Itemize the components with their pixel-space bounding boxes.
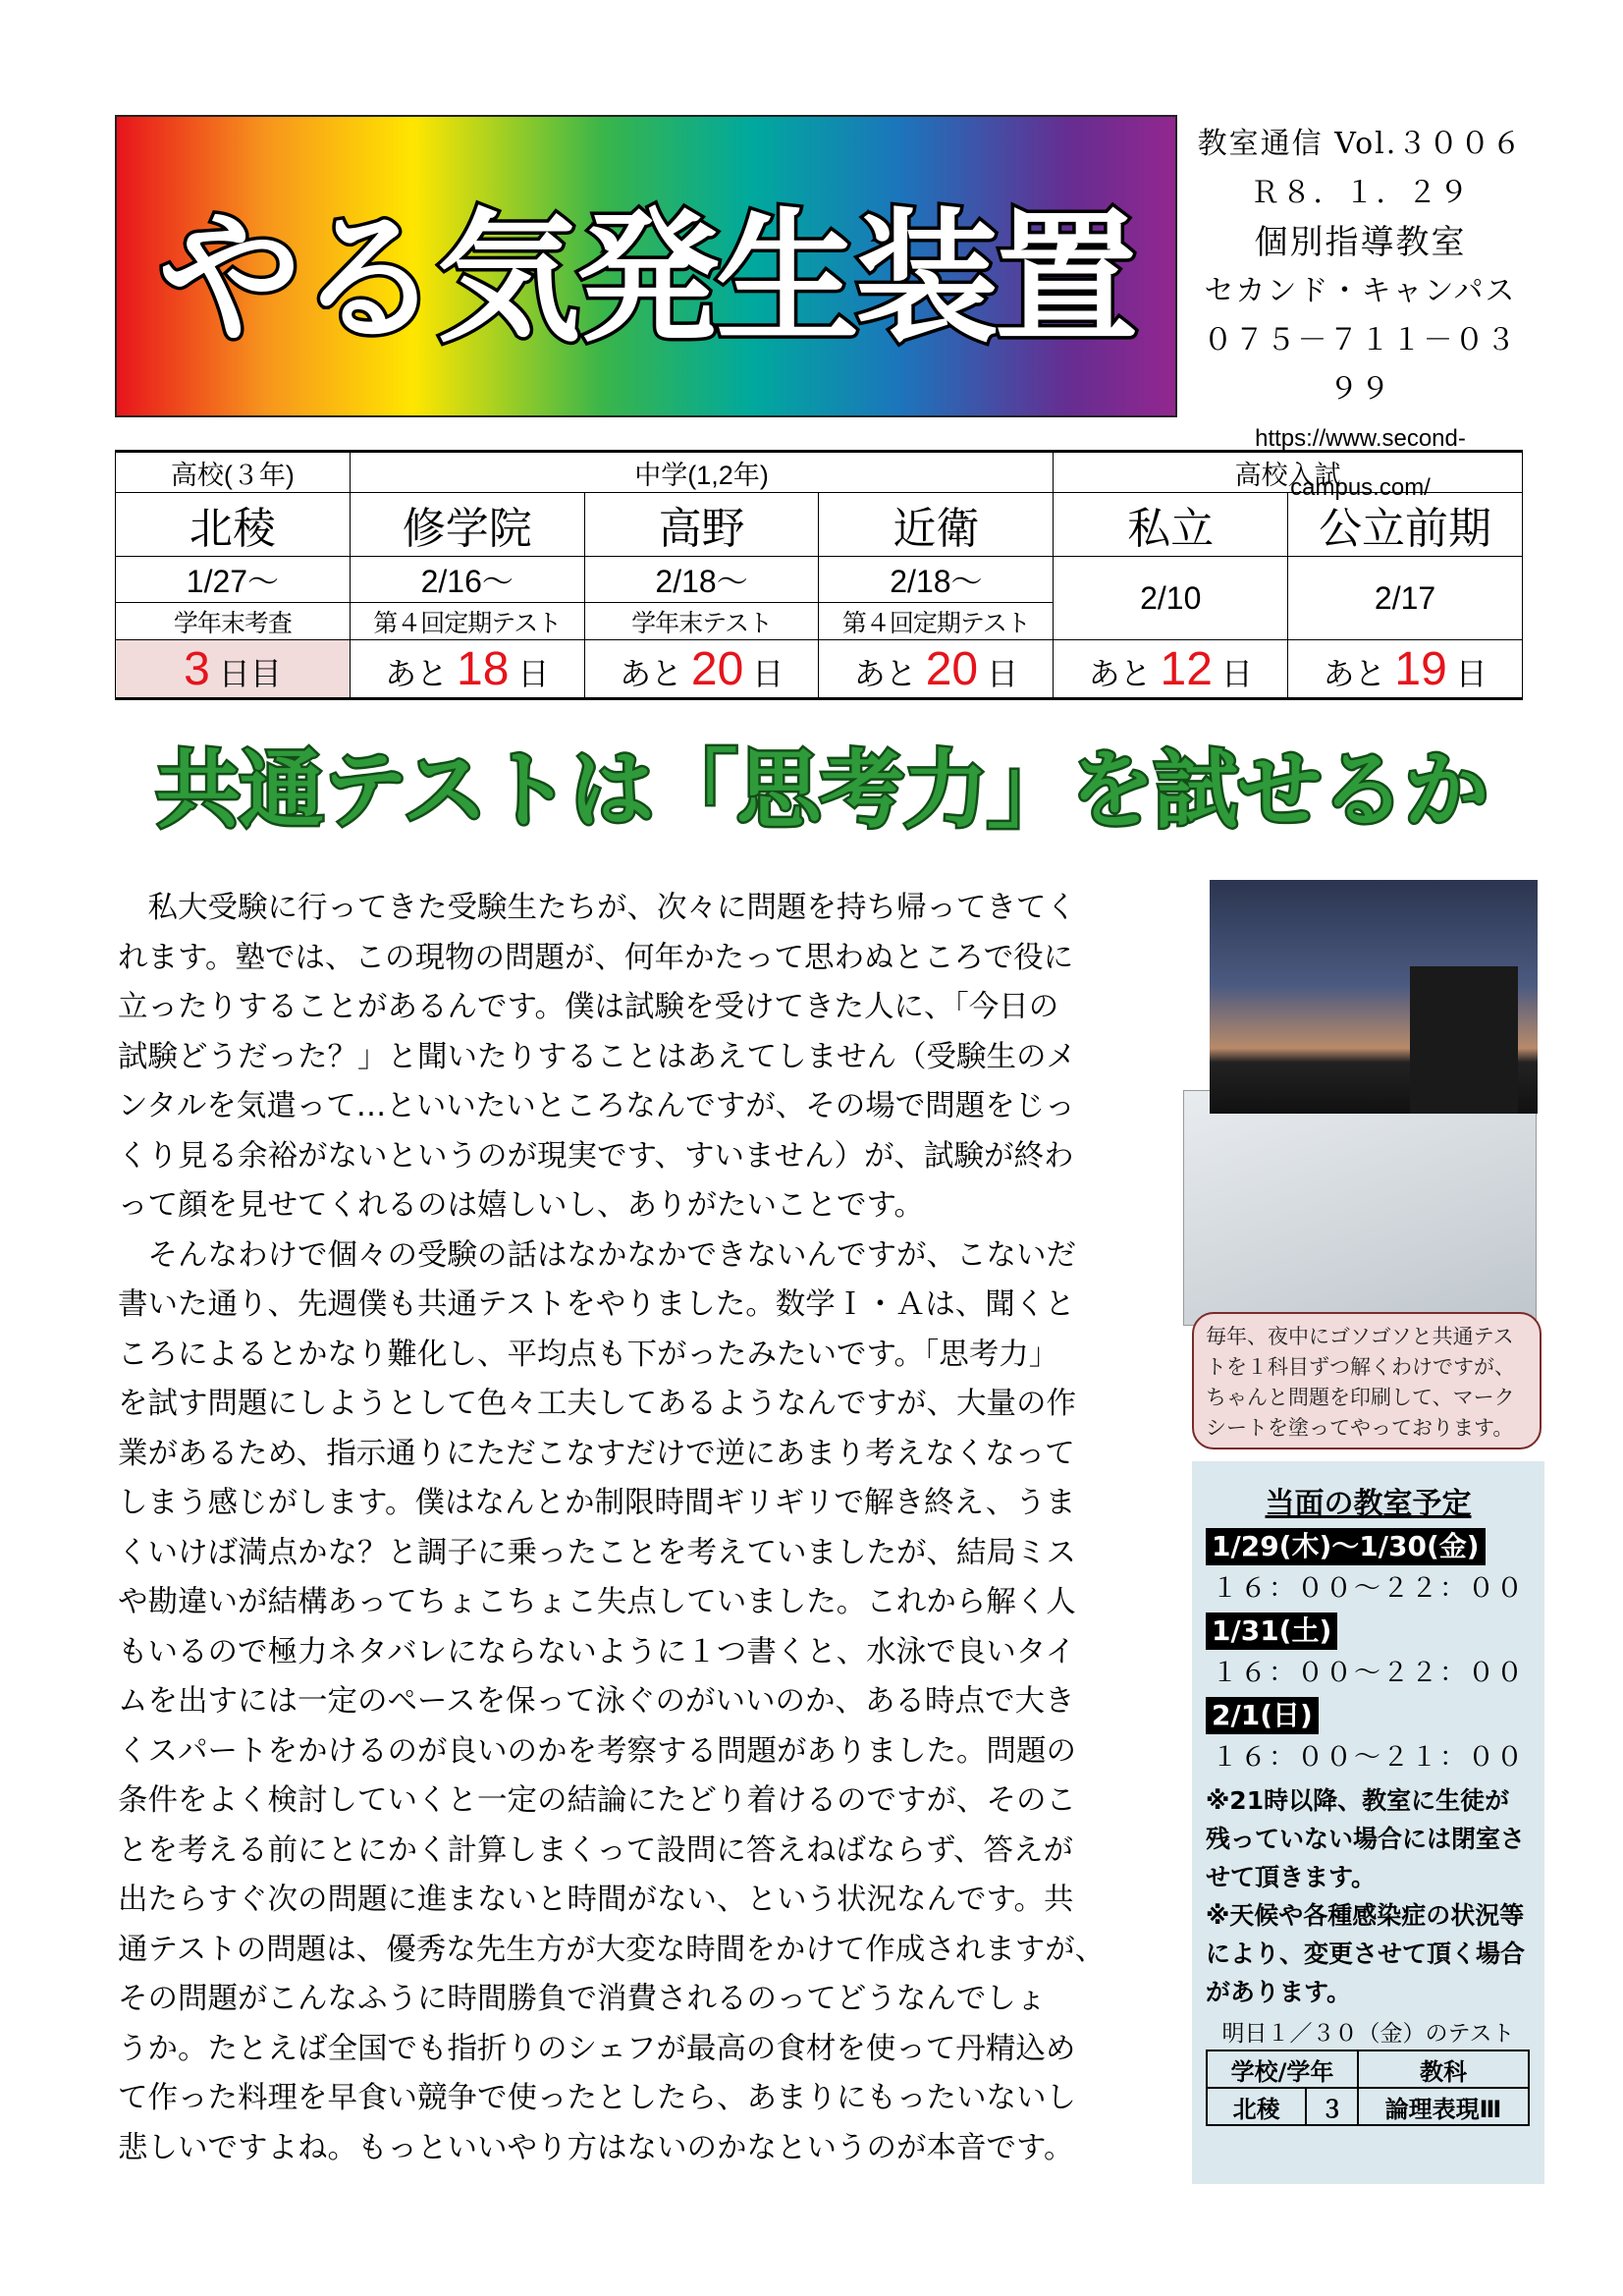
- exam-date-cell: 2/18～: [819, 557, 1054, 603]
- exam-date-cell: 2/17: [1288, 557, 1523, 640]
- masthead-title: やる気発生装置: [158, 195, 1134, 362]
- article-line: 立ったりすることがあるんです。僕は試験を受けてきた人に、「今日の: [118, 990, 1059, 1024]
- article-line: 書いた通り、先週僕も共通テストをやりました。数学Ｉ・Ａは、聞くと: [118, 1287, 1075, 1322]
- group-header: 高校入試: [1054, 452, 1523, 493]
- issue-date: Ｒ８．１．２９: [1250, 176, 1471, 210]
- article-body: [118, 884, 1173, 2173]
- article-line: ころによるとかなり難化し、平均点も下がったみたいです。「思考力」: [118, 1337, 1059, 1372]
- hours: １６：００～２２：００: [1212, 1573, 1525, 1604]
- issue-number: 教室通信 Vol.３００６: [1197, 127, 1524, 161]
- exam-date-cell: 2/10: [1054, 557, 1288, 640]
- change-note: ※天候や各種感染症の状況等により、変更させて頂く場合があります。: [1206, 1901, 1526, 2006]
- exam-name-cell: 学年末考査: [116, 603, 351, 640]
- countdown-prefix: あと: [1323, 655, 1386, 691]
- schedule-day: [1206, 1613, 1531, 1697]
- exam-name-cell: 第４回定期テスト: [819, 603, 1054, 640]
- article-line: もいるので極力ネタバレにならないように１つ書くと、水泳で良いタイ: [118, 1634, 1076, 1669]
- school-name-cell: 私立: [1054, 493, 1288, 557]
- exam-countdown-table: [115, 450, 1523, 700]
- article-line: て作った料理を早食い競争で使ったとしたら、あまりにもったいないし: [118, 2081, 1076, 2115]
- website-link[interactable]: https://www.second-campus.com/: [1255, 425, 1466, 501]
- countdown-cell: [350, 640, 584, 699]
- countdown-cell: [1288, 640, 1523, 699]
- exam-papers-photo: [1183, 1090, 1537, 1326]
- countdown-number: 20: [690, 642, 744, 695]
- article-line: って顔を見せてくれるのは嬉しいし、ありがたいことです。: [118, 1188, 925, 1223]
- article-line: 私大受験に行ってきた受験生たちが、次々に問題を持ち帰ってきてく: [118, 891, 1076, 925]
- test-grade: ３: [1306, 2088, 1358, 2125]
- countdown-number: 12: [1160, 642, 1213, 695]
- day-label: 2/1(日): [1206, 1697, 1319, 1734]
- phone-number: ０７５－７１１－０３９９: [1203, 323, 1518, 407]
- closing-note: ※21時以降、教室に生徒が残っていない場合には閉室させて頂きます。: [1206, 1786, 1526, 1891]
- article-line: 試験どうだった？」と聞いたりすることはあえてしません（受験生のメ: [118, 1039, 1076, 1074]
- article-line: とを考える前にとにかく計算しまくって設問に答えねばならず、答えが: [118, 1832, 1073, 1868]
- exam-name-cell: 学年末テスト: [584, 603, 819, 640]
- schedule-heading: 当面の教室予定: [1265, 1487, 1472, 1521]
- test-subject: 論理表現Ⅲ: [1358, 2088, 1529, 2125]
- article-line: 悲しいですよね。もっといいやり方はないのかなというのが本音です。: [118, 2130, 1074, 2165]
- article-line: 出たらすぐ次の問題に進まないと時間がない、という状況なんです。共: [118, 1883, 1074, 1917]
- countdown-number: 19: [1394, 642, 1447, 695]
- article-line: を試す問題にしようとして色々工夫してあるようなんですが、大量の作: [118, 1387, 1076, 1421]
- schedule-day: [1206, 1697, 1531, 1781]
- exam-date-cell: 2/18～: [584, 557, 819, 603]
- article-line: ムを出すには一定のペースを保って泳ぐのがいいのか、ある時点で大き: [118, 1684, 1075, 1719]
- countdown-suffix: 日: [517, 655, 550, 691]
- test-title: 明日１／３０（金）のテスト: [1221, 2021, 1515, 2047]
- exam-date-cell: 2/16～: [350, 557, 584, 603]
- countdown-cell: [1054, 640, 1288, 699]
- campus-name: セカンド・キャンパス: [1204, 274, 1517, 308]
- test-school: 北稜: [1207, 2088, 1306, 2125]
- school-name-cell: 修学院: [350, 493, 584, 557]
- hours: １６：００～２１：００: [1212, 1742, 1525, 1773]
- day-label: 1/29(木)～1/30(金): [1206, 1528, 1486, 1565]
- article-line: くいけば満点かな？と調子に乗ったことを考えていましたが、結局ミス: [118, 1535, 1076, 1570]
- hours: １６：００～２２：００: [1212, 1658, 1525, 1688]
- school-name: 個別指導教室: [1254, 223, 1467, 262]
- countdown-suffix: 日: [1220, 655, 1253, 691]
- article-line: そんなわけで個々の受験の話はなかなかできないんですが、こないだ: [118, 1237, 1076, 1273]
- countdown-prefix: あと: [619, 655, 682, 691]
- article-line: や勘違いが結構あってちょこちょこ失点していました。これから解く人: [118, 1585, 1076, 1619]
- countdown-prefix: あと: [1088, 655, 1152, 691]
- group-header: 中学(1,2年): [350, 452, 1053, 493]
- article-line: 条件をよく検討していくと一定の結論にたどり着けるのですが、そのこ: [118, 1783, 1076, 1818]
- header-school-grade: 学校/学年: [1207, 2050, 1358, 2088]
- day-label: 1/31(土): [1206, 1613, 1337, 1650]
- header-subject: 教科: [1358, 2050, 1529, 2088]
- classroom-schedule-panel: [1192, 1461, 1544, 2184]
- article-line: うか。たとえば全国でも指折りのシェフが最高の食材を使って丹精込め: [118, 2031, 1076, 2066]
- countdown-cell: [116, 640, 351, 699]
- article-line: くスパートをかけるのが良いのかを考察する問題がありました。問題の: [118, 1733, 1076, 1769]
- evening-sky-photo: [1210, 880, 1538, 1114]
- school-name-cell: 近衛: [819, 493, 1054, 557]
- article-line: 業があるため、指示通りにただこなすだけで逆にあまり考えなくなって: [118, 1436, 1075, 1471]
- school-name-cell: 北稜: [116, 493, 351, 557]
- countdown-suffix: 日: [1455, 655, 1488, 691]
- countdown-suffix: 日目: [218, 655, 282, 691]
- countdown-suffix: 日: [986, 655, 1018, 691]
- article-line: 通テストの問題は、優秀な先生方が大変な時間をかけて作成されますが、: [118, 1932, 1106, 1967]
- schedule-day: [1206, 1528, 1531, 1613]
- article-line: しまう感じがします。僕はなんとか制限時間ギリギリで解き終え、うま: [118, 1486, 1076, 1520]
- countdown-suffix: 日: [752, 655, 784, 691]
- article-headline: 共通テストは「思考力」を試せるか: [155, 741, 1488, 840]
- school-name-cell: 高野: [584, 493, 819, 557]
- exam-name-cell: 第４回定期テスト: [350, 603, 584, 640]
- countdown-prefix: あと: [385, 655, 449, 691]
- group-header: 高校(３年): [116, 452, 351, 493]
- countdown-prefix: あと: [853, 655, 917, 691]
- masthead-banner: [115, 115, 1177, 417]
- article-line: その問題がこんなふうに時間勝負で消費されるのってどうなんでしょ: [118, 1982, 1047, 2016]
- countdown-number: 3: [184, 642, 210, 695]
- countdown-cell: [584, 640, 819, 699]
- exam-date-cell: 1/27～: [116, 557, 351, 603]
- article-line: ンタルを気遣って…といいたいところなんですが、その場で問題をじっ: [118, 1089, 1075, 1123]
- countdown-cell: [819, 640, 1054, 699]
- countdown-number: 18: [457, 642, 510, 695]
- article-line: くり見る余裕がないというのが現実です、すいません）が、試験が終わ: [118, 1138, 1074, 1174]
- school-name-cell: 公立前期: [1288, 493, 1523, 557]
- article-line: れます。塾では、この現物の問題が、何年かたって思わぬところで役に: [118, 940, 1074, 975]
- photo-caption: 毎年、夜中にゴソゴソと共通テストを１科目ずつ解くわけですが、ちゃんと問題を印刷して、マークシートを塗ってやっております。: [1192, 1312, 1542, 1449]
- tomorrow-test-table: [1206, 2050, 1530, 2126]
- countdown-number: 20: [925, 642, 979, 695]
